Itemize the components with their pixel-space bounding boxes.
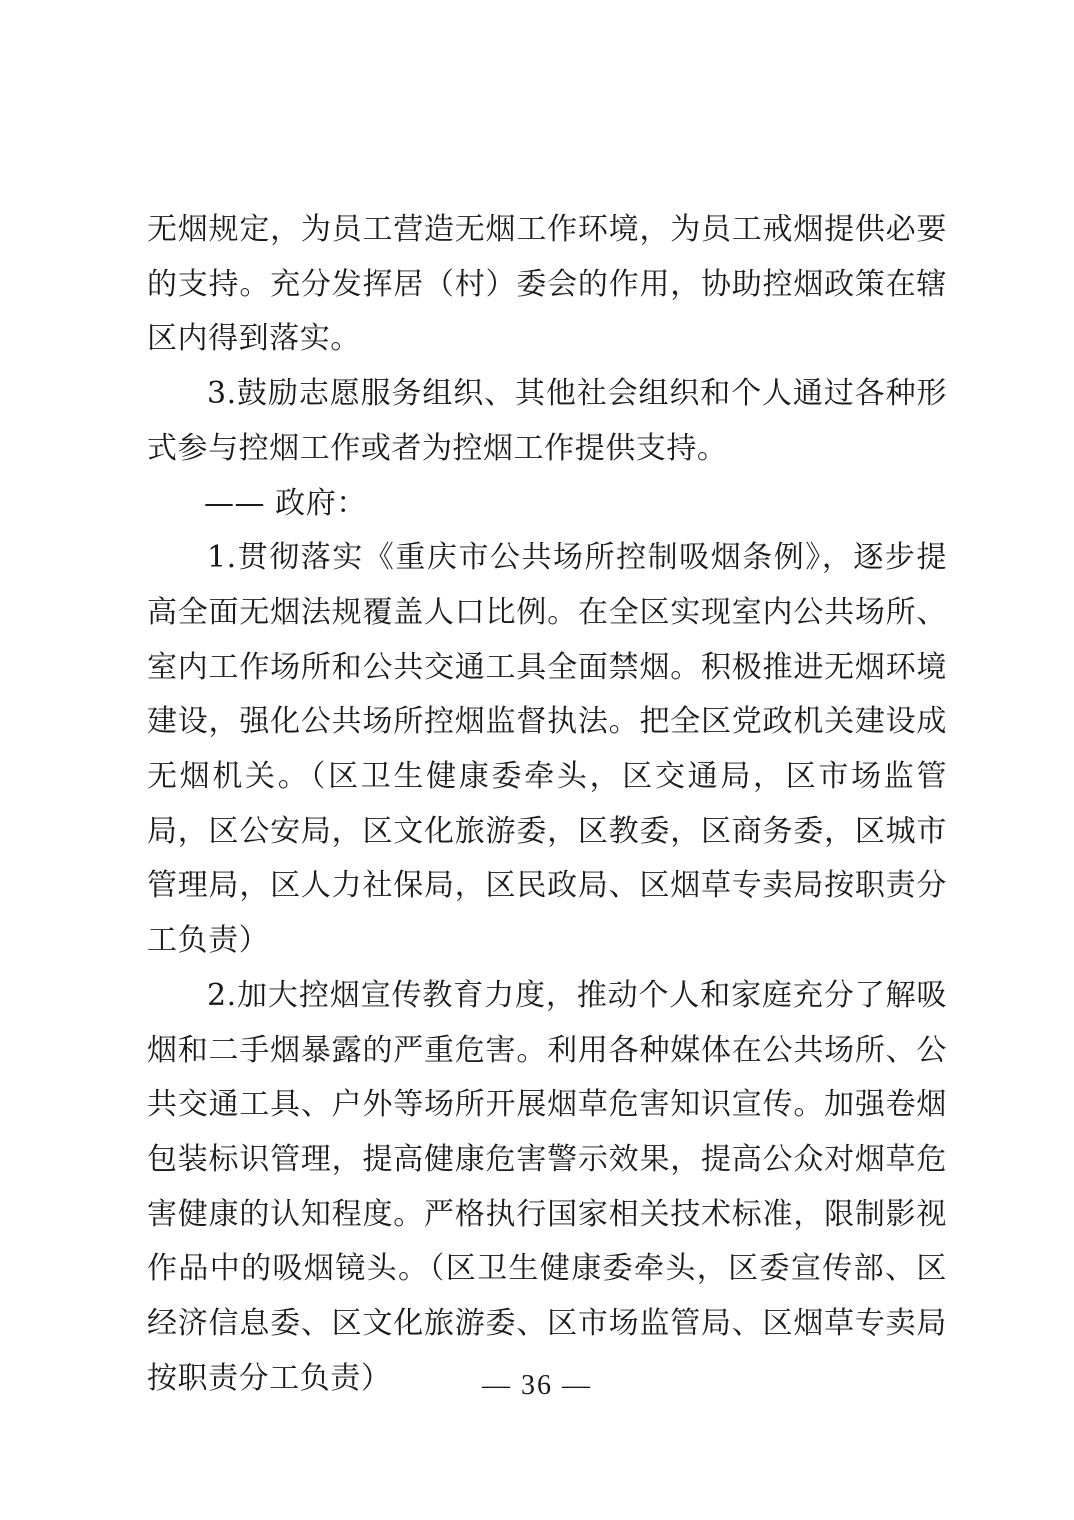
paragraph-item-1-regulations: 1.贯彻落实《重庆市公共场所控制吸烟条例》，逐步提高全面无烟法规覆盖人口比例。在全区实现室内公共场所、室内工作场所和公共交通工具全面禁烟。积极推进无烟环境建设，强化公共场所控烟监督执法。把全区党政机关建设成无烟机关。（区卫生健康委牵头，区交通局，区市场监管局，区公安局，区文化旅游委，区教委，区商务委，区城市管理局，区人力社保局，区民政局、区烟草专卖局按职责分工负责） <box>147 540 947 959</box>
page-number: — 36 — <box>482 1370 592 1401</box>
paragraph-item-3-volunteer: 3.鼓励志愿服务组织、其他社会组织和个人通过各种形式参与控烟工作或者为控烟工作提供支持。 <box>147 376 947 466</box>
section-heading-government: —— 政府： <box>204 485 367 521</box>
body-text <box>147 203 947 1406</box>
paragraph-item-2-education: 2.加大控烟宣传教育力度，推动个人和家庭充分了解吸烟和二手烟暴露的严重危害。利用各种媒体在公共场所、公共交通工具、户外等场所开展烟草危害知识宣传。加强卷烟包装标识管理，提高健康危害警示效果，提高公众对烟草危害健康的认知程度。严格执行国家相关技术标准，限制影视作品中的吸烟镜头。（区卫生健康委牵头，区委宣传部、区经济信息委、区文化旅游委、区市场监管局、区烟草专卖局按职责分工负责） <box>147 977 947 1396</box>
paragraph-continuation: 无烟规定，为员工营造无烟工作环境，为员工戒烟提供必要的支持。充分发挥居（村）委会的作用，协助控烟政策在辖区内得到落实。 <box>147 212 947 357</box>
